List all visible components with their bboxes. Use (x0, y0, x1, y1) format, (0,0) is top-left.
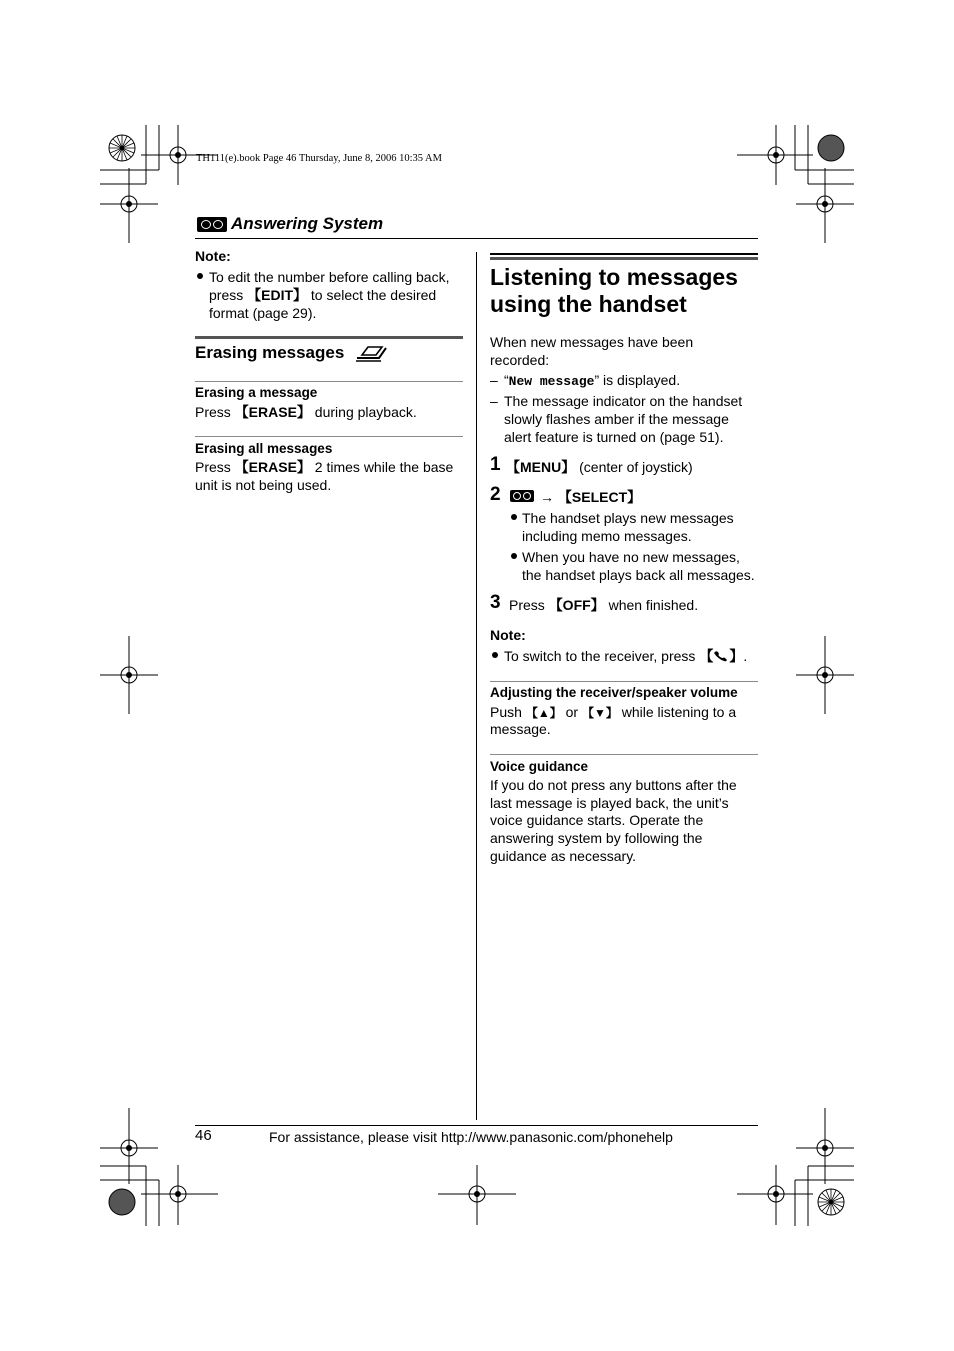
indicator-line-3: alert feature is turned on (page 51). (504, 429, 724, 445)
erasing-all-messages-heading: Erasing all messages (195, 441, 333, 456)
title-rule-top (490, 253, 758, 255)
erase-key: 【ERASE】 (234, 459, 311, 475)
select-key: 【SELECT】 (557, 489, 642, 505)
bullet (511, 553, 517, 559)
step-2-text (540, 488, 641, 506)
handset-icon (354, 343, 388, 363)
column-divider (476, 252, 477, 1120)
step-2-bullet-1-line-1: The handset plays new messages (522, 510, 734, 526)
divider (490, 754, 758, 755)
page-number: 46 (195, 1127, 212, 1144)
erasing-all-text-1: Press 【ERASE】 2 times while the base (195, 459, 454, 475)
down-key: 【▼】 (581, 706, 618, 720)
step-number: 3 (490, 592, 501, 613)
indicator-line-2: slowly flashes amber if the message (504, 411, 729, 427)
up-key: 【▲】 (525, 706, 562, 720)
section-rule (195, 336, 463, 339)
page-title-line-1: Listening to messages (490, 264, 738, 290)
bullet (511, 514, 517, 520)
volume-text-1: Push 【▲】 or 【▼】 while listening to a (490, 704, 737, 720)
voice-guidance-line-5: guidance as necessary. (490, 848, 637, 864)
talk-key-icon (713, 650, 729, 662)
section-header (195, 212, 758, 239)
step-number: 1 (490, 454, 501, 475)
step-1-text: 【MENU】 (center of joystick) (506, 459, 693, 475)
off-key: 【OFF】 (548, 597, 605, 613)
note-line-1: To edit the number before calling back, (209, 269, 450, 285)
arrow-icon: → (540, 489, 554, 505)
voice-guidance-heading: Voice guidance (490, 759, 589, 774)
note-label: Note: (490, 627, 526, 643)
step-number: 2 (490, 484, 501, 505)
footer-rule (195, 1125, 758, 1126)
intro-line-2: recorded: (490, 352, 550, 368)
voice-guidance-line-4: answering system by following the (490, 830, 703, 846)
edit-key: 【EDIT】 (247, 287, 308, 303)
dash: – (490, 372, 498, 388)
bullet (197, 273, 203, 279)
menu-key: 【MENU】 (506, 459, 576, 475)
page-title-line-2: using the handset (490, 291, 687, 317)
answering-machine-tape-icon (197, 217, 227, 232)
erase-key: 【ERASE】 (234, 404, 311, 420)
step-2-bullet-1-line-2: including memo messages. (522, 528, 692, 544)
note-line-3: format (page 29). (209, 305, 317, 321)
bullet (492, 652, 498, 658)
erasing-a-message-text: Press 【ERASE】 during playback. (195, 404, 417, 420)
voice-guidance-line-3: voice guidance starts. Operate the (490, 812, 704, 828)
erasing-messages-heading: Erasing messages (195, 343, 345, 362)
dash: – (490, 393, 498, 409)
step-2-bullet-2-line-2: the handset plays back all messages. (522, 567, 755, 583)
answering-machine-tape-icon (510, 490, 534, 502)
voice-guidance-line-1: If you do not press any buttons after the (490, 777, 737, 793)
volume-text-2: message. (490, 721, 551, 737)
step-2-bullet-2-line-1: When you have no new messages, (522, 549, 740, 565)
voice-guidance-line-2: last message is played back, the unit’s (490, 795, 729, 811)
new-message-display: “New message” is displayed. (504, 372, 681, 389)
divider (490, 681, 758, 682)
display-text: New message (508, 374, 595, 389)
divider (195, 436, 463, 437)
erasing-all-text-2: unit is not being used. (195, 477, 332, 493)
step-3-text: Press 【OFF】 when finished. (509, 597, 699, 613)
divider (195, 381, 463, 382)
title-rule-bottom (490, 257, 758, 260)
receiver-note: To switch to the receiver, press 【 】. (504, 648, 748, 664)
volume-heading: Adjusting the receiver/speaker volume (490, 685, 738, 700)
intro-line-1: When new messages have been (490, 334, 694, 350)
indicator-line-1: The message indicator on the handset (504, 393, 743, 409)
section-title: Answering System (231, 214, 384, 233)
note-line-2: press 【EDIT】 to select the desired (209, 287, 437, 303)
print-info: TH111(e).book Page 46 Thursday, June 8, 2006 10:35 AM (196, 153, 442, 164)
note-label: Note: (195, 248, 231, 264)
assistance-text: For assistance, please visit http://www.panasonic.com/phonehelp (269, 1129, 673, 1145)
erasing-a-message-heading: Erasing a message (195, 385, 318, 400)
